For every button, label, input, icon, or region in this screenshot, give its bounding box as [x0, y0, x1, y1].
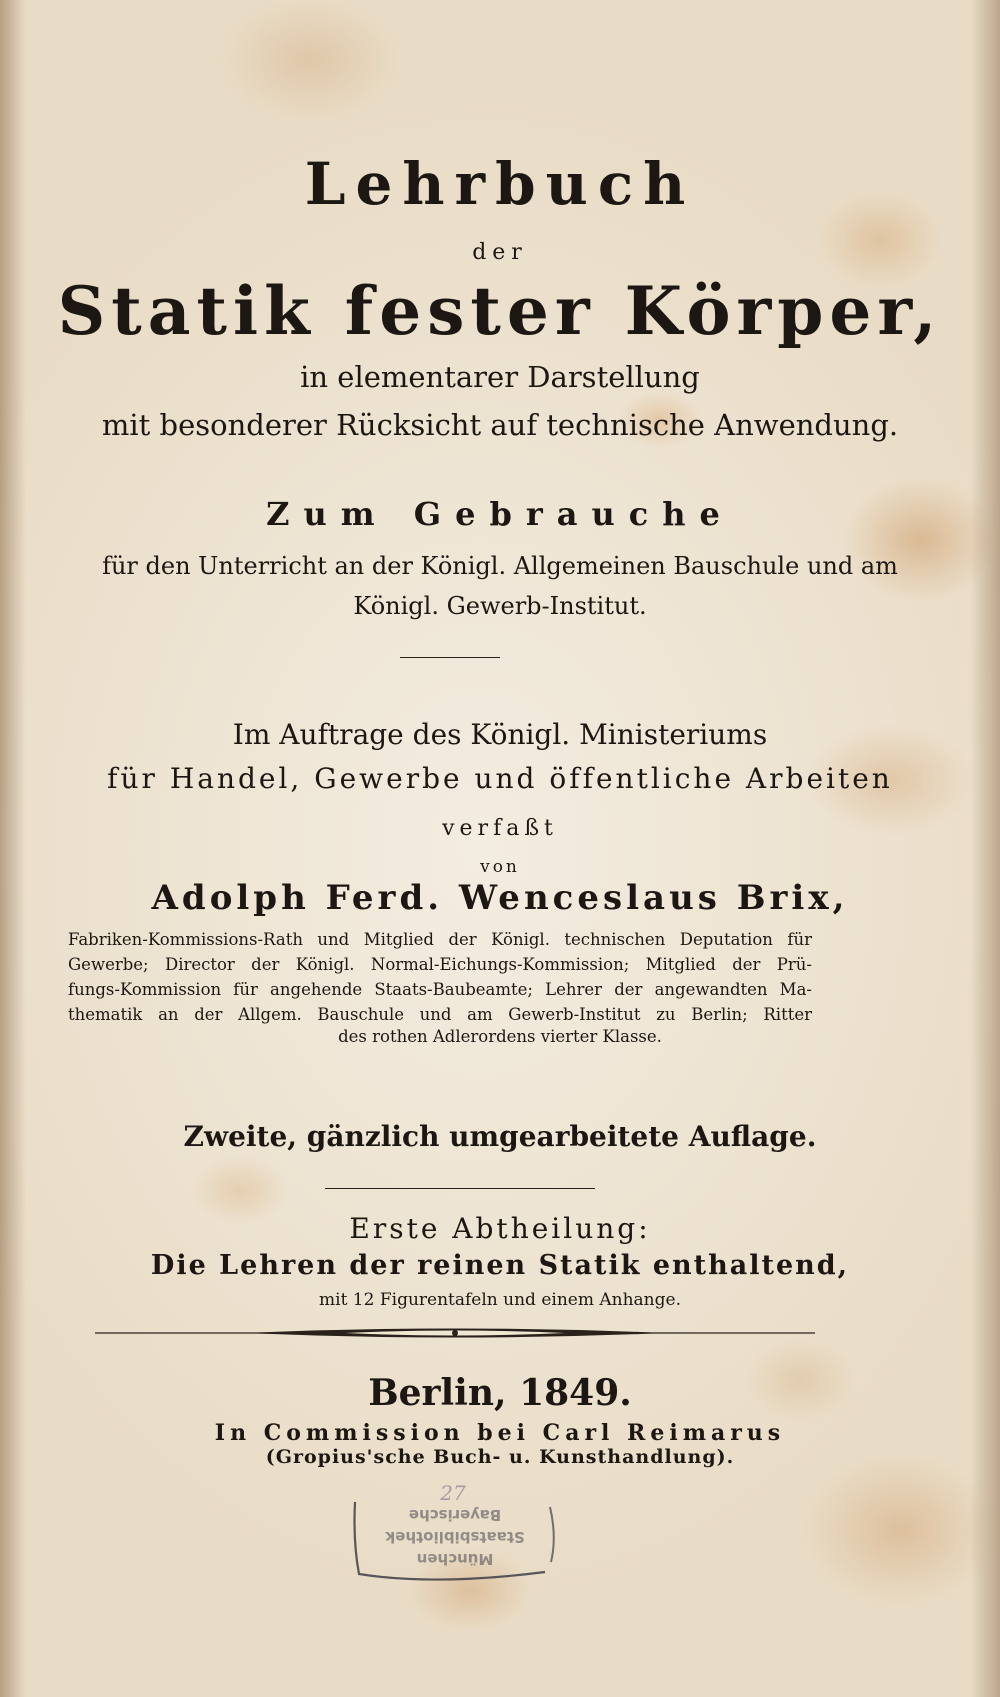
authored-label: verfaßt — [442, 816, 558, 841]
title-article: der — [472, 240, 528, 265]
author-credentials-line: thematik an der Allgem. Bauschule und am Gewerb-Institut zu Berlin; Ritter — [68, 1005, 812, 1024]
edition-statement: Zweite, gänzlich umgearbeitete Auflage. — [183, 1120, 817, 1153]
book-title-subject: Statik fester Körper, — [57, 272, 943, 350]
commission-line-2: für Handel, Gewerbe und öffentliche Arbeiten — [107, 762, 893, 795]
usage-heading: Zum Gebrauche — [266, 495, 734, 533]
divider-medium — [325, 1188, 595, 1189]
subtitle-line-2: mit besonderer Rücksicht auf technische Anwendung. — [101, 408, 899, 442]
library-stamp — [345, 1482, 575, 1592]
part-label: Erste Abtheilung: — [349, 1212, 651, 1245]
usage-line-2: Königl. Gewerb-Institut. — [353, 592, 647, 620]
author-credentials-line: des rothen Adlerordens vierter Klasse. — [338, 1027, 662, 1046]
author-name: Adolph Ferd. Wenceslaus Brix, — [151, 878, 849, 918]
divider-short — [400, 657, 500, 658]
stamp-text-line-2: Staatsbibliothek — [385, 1528, 525, 1546]
usage-line-1: für den Unterricht an der Königl. Allgemeinen Bauschule und am — [102, 552, 898, 580]
book-title-word: Lehrbuch — [304, 150, 696, 218]
subtitle-line-1: in elementarer Darstellung — [300, 360, 700, 394]
ornamental-rule — [95, 1322, 815, 1344]
part-title: Die Lehren der reinen Statik enthaltend, — [150, 1250, 850, 1281]
publisher-line-1: In Commission bei Carl Reimarus — [214, 1420, 786, 1446]
plates-note: mit 12 Figurentafeln und einem Anhange. — [319, 1290, 681, 1310]
commission-line-1: Im Auftrage des Königl. Ministeriums — [232, 718, 768, 751]
publisher-line-2: (Gropius'sche Buch- u. Kunsthandlung). — [265, 1446, 735, 1468]
author-credentials-line: fungs-Kommission für angehende Staats-Baubeamte; Lehrer der angewandten Ma- — [68, 980, 812, 999]
stamp-text-line-3: München — [416, 1550, 494, 1568]
by-label: von — [480, 857, 520, 877]
place-and-year: Berlin, 1849. — [368, 1372, 632, 1414]
stamp-shelfmark: 27 — [440, 1482, 466, 1505]
stamp-text-line-1: Bayerische — [408, 1506, 502, 1524]
author-credentials-line: Fabriken-Kommissions-Rath und Mitglied der Königl. technischen Deputation für — [68, 930, 812, 949]
author-credentials-line: Gewerbe; Director der Königl. Normal-Eichungs-Kommission; Mitglied der Prü- — [68, 955, 812, 974]
